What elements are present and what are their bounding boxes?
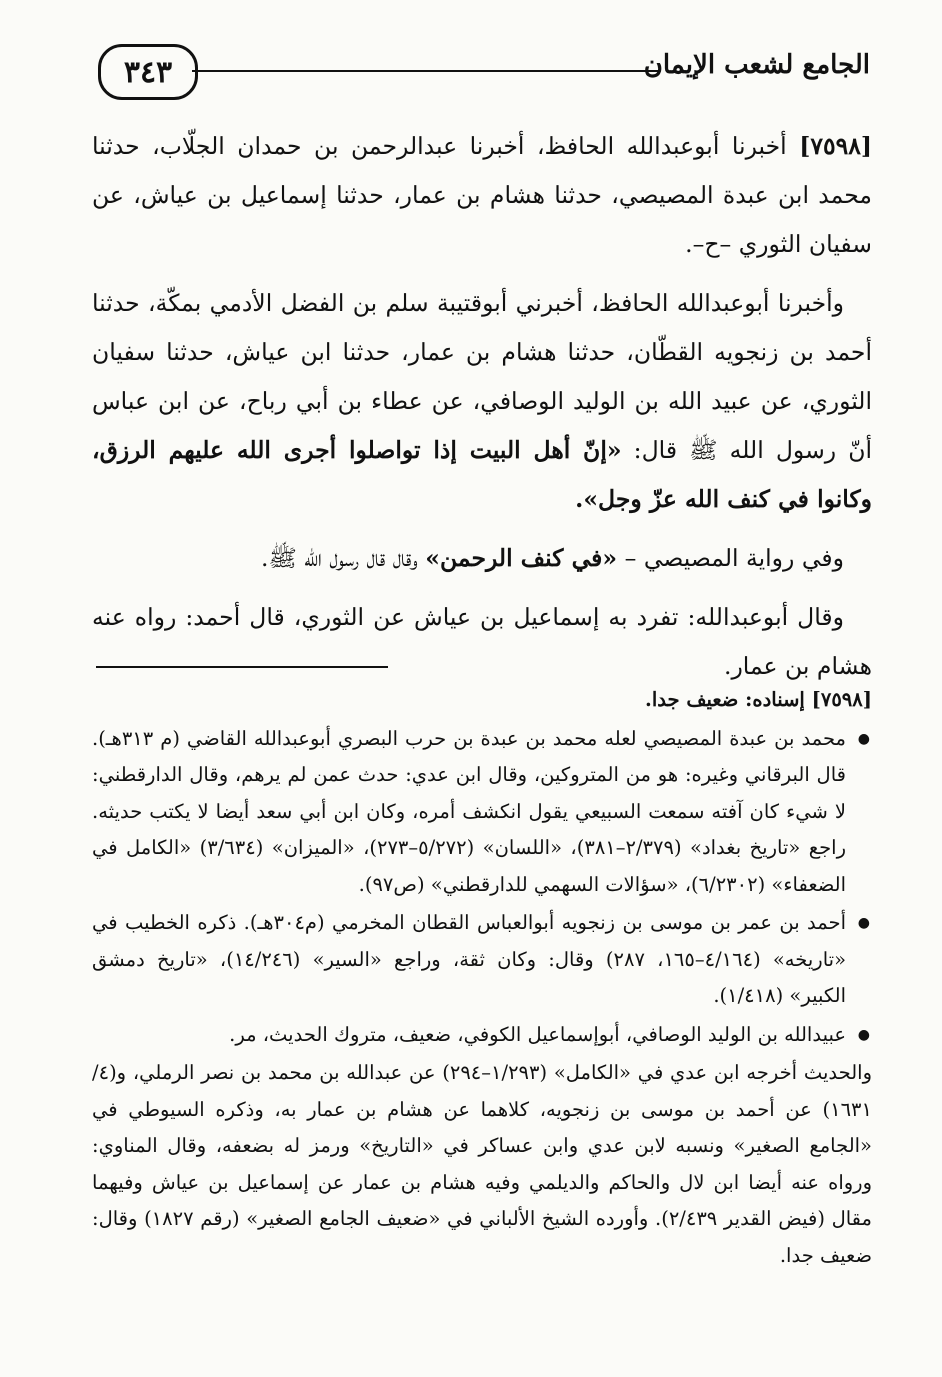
- variant-after: وقال قال رسول الله ﷺ.: [260, 544, 418, 572]
- hadith-chain-paragraph: [92, 122, 872, 269]
- footnote-bullet: ● محمد بن عبدة المصيصي لعله محمد بن عبدة بن حرب البصري أبوعبدالله القاضي (م ٣١٣هـ). قال البرقاني وغيره: هو من المتروكين، وقال ابن عدي: حدث عمن لم يرهم، وقال الدارقطني: لا شيء كان آفته سمعت السبيعي يقول انكشف أمره، وكان ابن أبي سعد أيضا لا يكتب حديثه. راجع «تاريخ بغداد» (٢/٣٧٩–٣٨١)، «اللسان» (٥/٢٧٢–٢٧٣)، «الميزان» (٣/٦٣٤) «الكامل في الضعفاء» (٦/٢٣٠٢)، «سؤالات السهمي للدارقطني» (ص٩٧).: [92, 721, 872, 904]
- isnad-text-2: وأخبرنا أبوعبدالله الحافظ، أخبرني أبوقتيبة سلم بن الفضل الأدمي بمكّة، حدثنا أحمد بن زنجويه القطّان، حدثنا هشام بن عمار، حدثنا ابن عياش، حدثنا سفيان الثوري، عن عبيد الله بن الوليد الوصافي، عن عطاء بن أبي رباح، عن ابن عباس أنّ رسول الله ﷺ قال:: [92, 289, 873, 464]
- main-text: [92, 122, 872, 701]
- footnote-bullet: ● عبيدالله بن الوليد الوصافي، أبوإسماعيل الكوفي، ضعيف، متروك الحديث، مر.: [92, 1017, 872, 1054]
- variant-paragraph: [92, 534, 872, 583]
- footnote-bullet: ● أحمد بن عمر بن موسى بن زنجويه أبوالعباس القطان المخرمي (م٣٠٤هـ). ذكره الخطيب في «تاريخه» (٤/١٦٤–١٦٥، ٢٨٧) وقال: وكان ثقة، وراجع «السير» (١٤/٢٤٦)، «تاريخ دمشق الكبير» (١/٤١٨).: [92, 905, 872, 1015]
- footnote-divider: [96, 666, 388, 668]
- header-rule: [192, 70, 658, 72]
- isnad-text: أخبرنا أبوعبدالله الحافظ، أخبرنا عبدالرحمن بن حمدان الجلّاب، حدثنا محمد ابن عبدة المصيصي، حدثنا هشام بن عمار، حدثنا إسماعيل بن عياش، عن سفيان الثوري –ح–.: [92, 132, 872, 258]
- page-number: ٣٤٣: [98, 44, 198, 100]
- variant-quote: «في كنف الرحمن»: [425, 544, 618, 572]
- footnote-paragraph: والحديث أخرجه ابن عدي في «الكامل» (١/٢٩٣–٢٩٤) عن عبدالله بن محمد بن نصر الرملي، و(٤/ ١٦٣١) عن أحمد بن موسى بن زنجويه، كلاهما عن هشام بن عمار به، وذكره السيوطي في «الجامع الصغير» ونسبه لابن عدي وابن عساكر في «التاريخ» ورمز له بضعفه، وقال المناوي: ورواه عنه أيضا ابن لال والحاكم والديلمي وفيه هشام بن عمار عن إسماعيل بن عياش وفيهما مقال (فيض القدير ٢/٤٣٩). وأورده الشيخ الألباني في «ضعيف الجامع الصغير» (رقم ١٨٢٧) وقال: ضعيف جدا.: [92, 1061, 872, 1267]
- hadith-number: [٧٥٩٨]: [799, 132, 872, 160]
- page-header: [92, 38, 870, 100]
- running-title: الجامع لشعب الإيمان: [643, 50, 870, 80]
- hadith-paragraph: [92, 279, 872, 524]
- footnotes: [92, 682, 872, 1276]
- comment-paragraph: وقال أبوعبدالله: تفرد به إسماعيل بن عياش عن الثوري، قال أحمد: رواه عنه هشام بن عمار.: [92, 603, 872, 680]
- hadith-matn: «إنّ أهل البيت إذا تواصلوا أجرى الله عليهم الرزق، وكانوا في كنف الله عزّ وجل».: [92, 436, 872, 513]
- variant-before: وفي رواية المصيصي –: [624, 544, 844, 572]
- footnote-heading: [٧٥٩٨] إسناده: ضعيف جدا.: [645, 688, 872, 711]
